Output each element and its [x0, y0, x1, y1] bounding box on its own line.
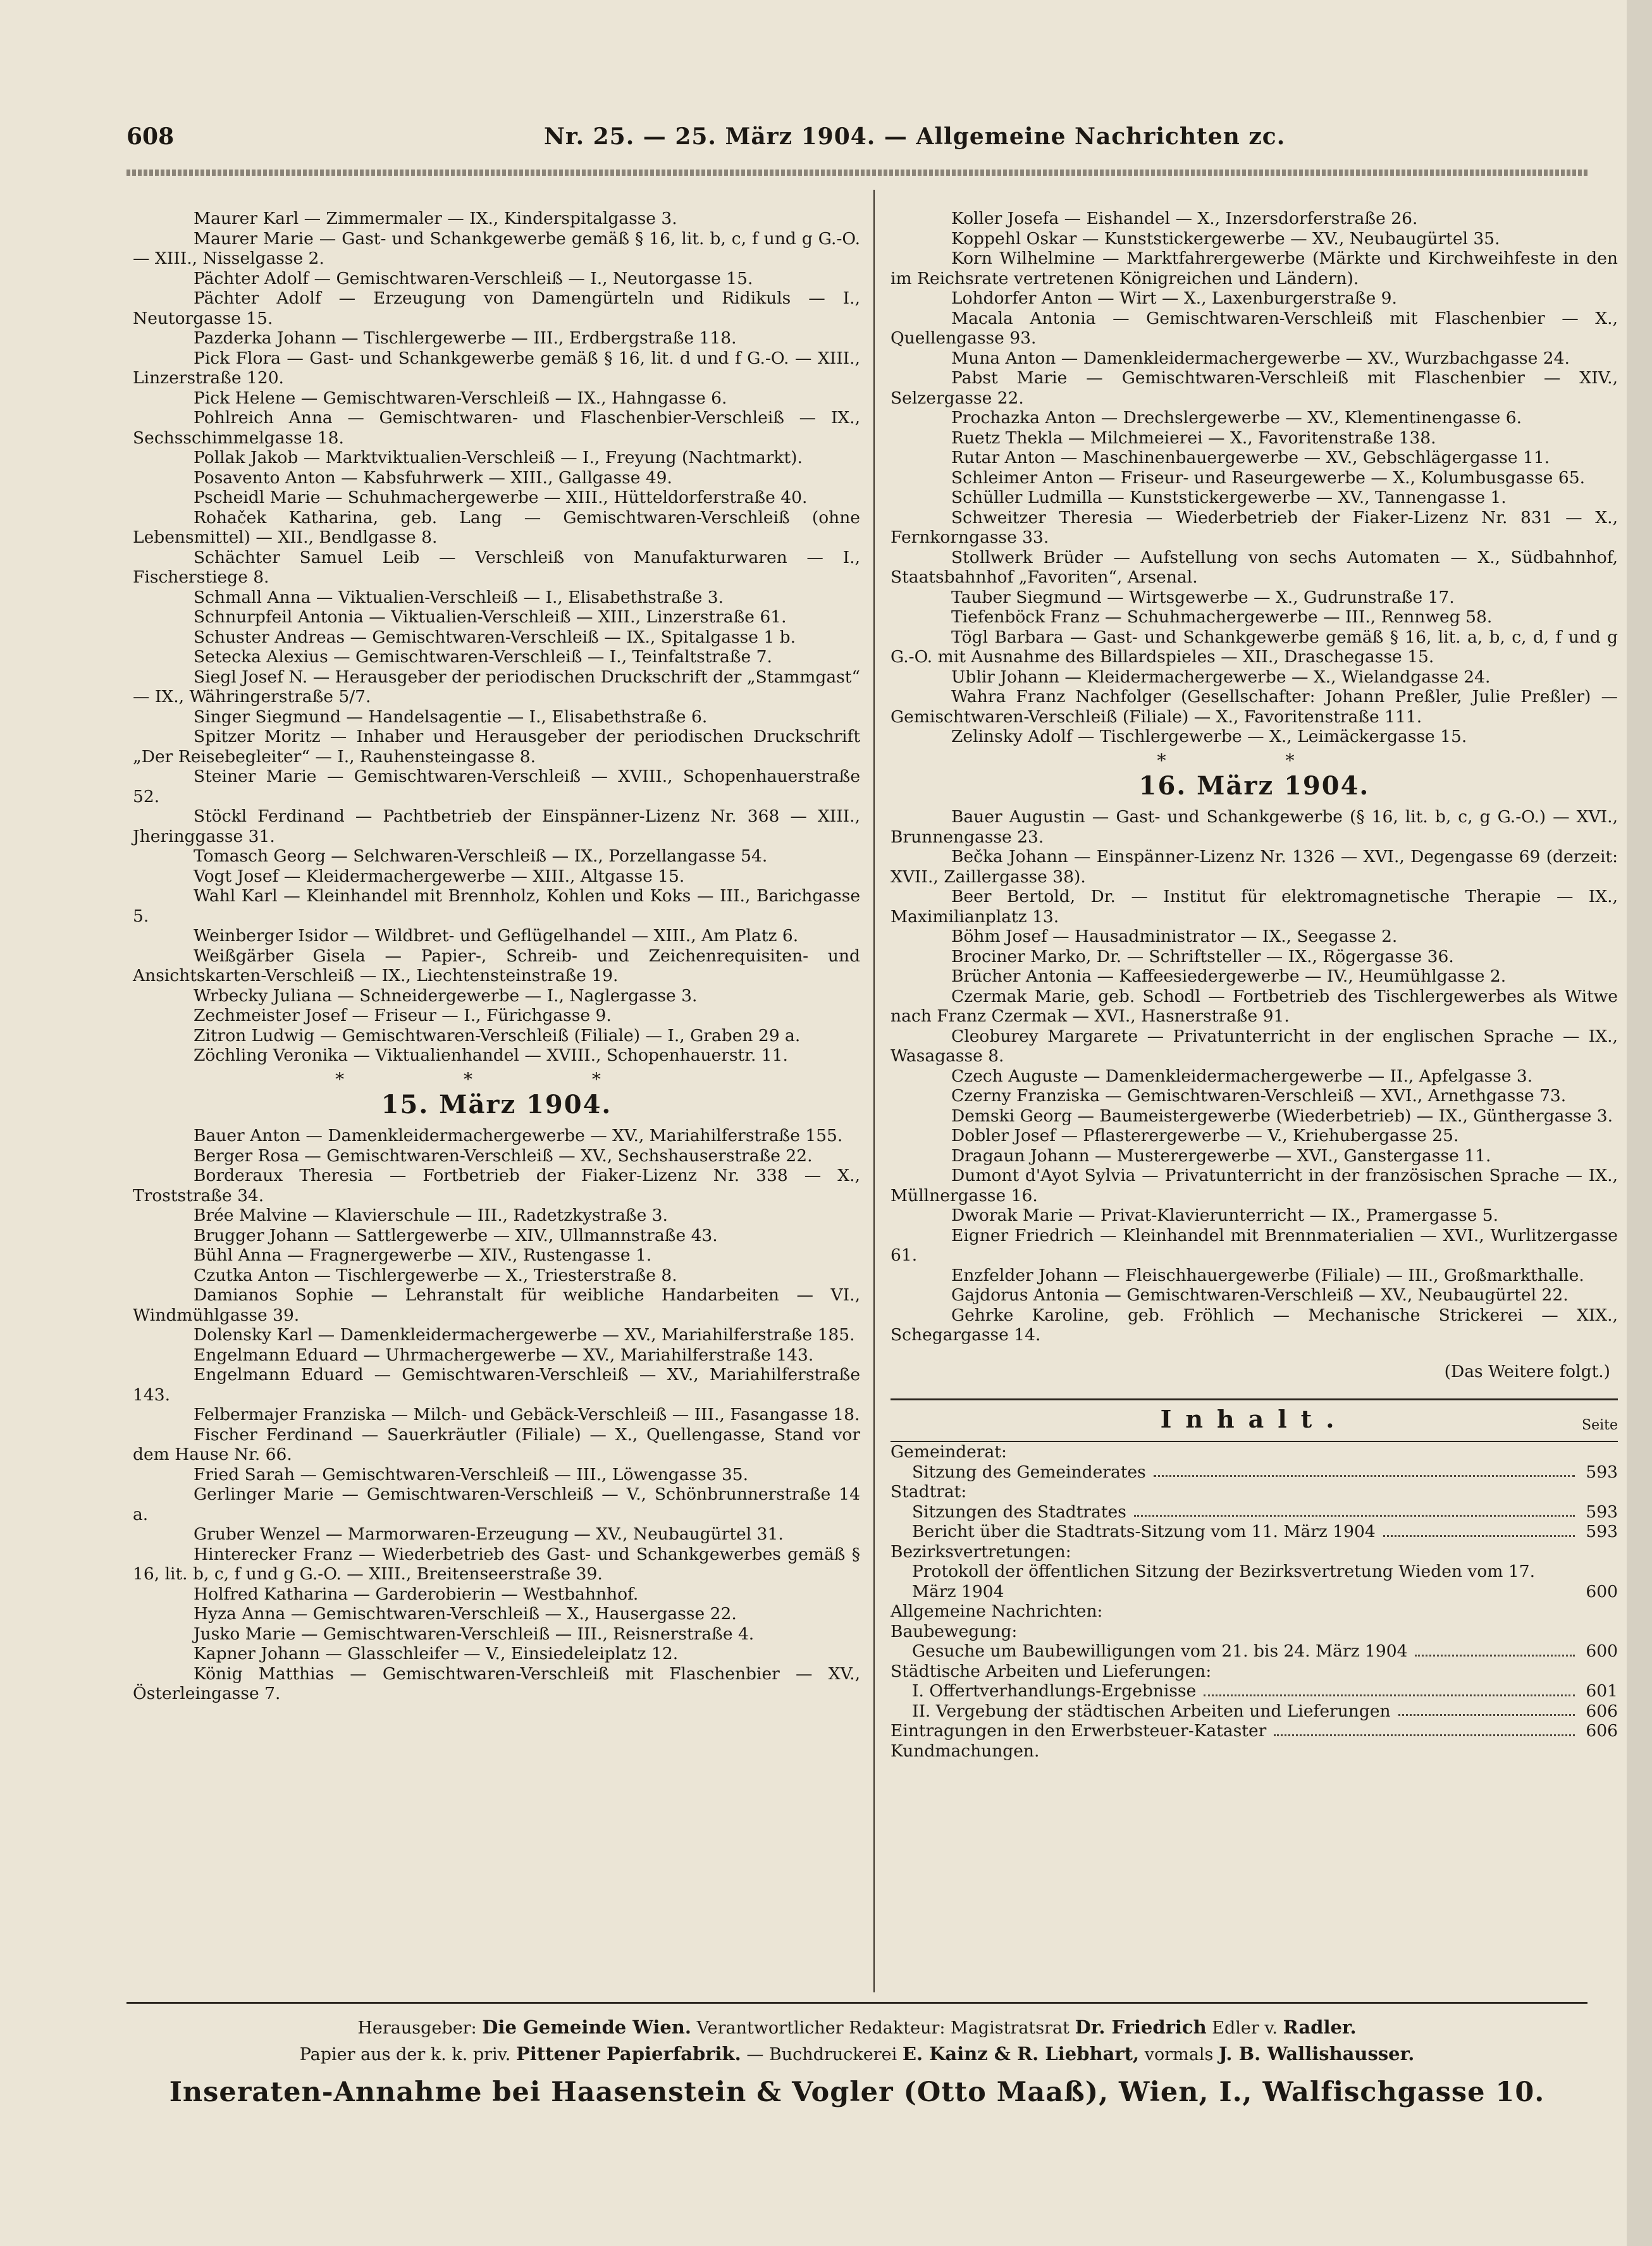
- list-item: Rohaček Katharina, geb. Lang — Gemischtwaren-Verschleiß (ohne Lebensmittel) — XII., Bendlgasse 8.: [133, 507, 860, 547]
- toc-row: [891, 1502, 1618, 1522]
- list-item: Setecka Alexius — Gemischtwaren-Verschleiß — I., Teinfaltstraße 7.: [194, 647, 772, 667]
- toc-row: [891, 1562, 1618, 1601]
- footer-rule: [126, 2002, 1587, 2004]
- list-item: Engelmann Eduard — Gemischtwaren-Verschleiß — XV., Mariahilferstraße 143.: [133, 1365, 860, 1405]
- list-item: Ruetz Thekla — Milchmeierei — X., Favoritenstraße 138.: [951, 428, 1436, 448]
- toc-entry: I. Offertverhandlungs-Ergebnisse: [912, 1681, 1197, 1701]
- date-heading-15: 15. März 1904.: [381, 1089, 612, 1120]
- list-item: Brée Malvine — Klavierschule — III., Radetzkystraße 3.: [194, 1206, 668, 1225]
- list-item: Dobler Josef — Pflasterergewerbe — V., Kriehubergasse 25.: [951, 1126, 1459, 1145]
- list-item: Lohdorfer Anton — Wirt — X., Laxenburgerstraße 9.: [951, 288, 1397, 308]
- entries-list: [133, 1126, 860, 1704]
- list-item: Ublir Johann — Kleidermachergewerbe — X., Wielandgasse 24.: [951, 667, 1491, 687]
- toc-entry: Bericht über die Stadtrats-Sitzung vom 11. März 1904: [912, 1522, 1376, 1541]
- scan-edge: [1627, 0, 1652, 2246]
- list-item: Czech Auguste — Damenkleidermachergewerbe — II., Apfelgasse 3.: [951, 1066, 1533, 1086]
- list-item: Zitron Ludwig — Gemischtwaren-Verschleiß (Filiale) — I., Graben 29 a.: [194, 1025, 801, 1046]
- imprint-line-2: [126, 2041, 1587, 2068]
- list-item: Siegl Josef N. — Herausgeber der periodischen Druckschrift der „Stammgast“ — IX., Währingerstraße 5/7.: [133, 667, 860, 707]
- list-item: Tögl Barbara — Gast- und Schankgewerbe gemäß § 16, lit. a, b, c, d, f und g G.-O. mit Ausnahme des Billardspieles — XII., Draschegasse 15.: [891, 627, 1618, 667]
- list-item: Hyza Anna — Gemischtwaren-Verschleiß — X., Hausergasse 22.: [194, 1604, 737, 1624]
- list-item: Tiefenböck Franz — Schuhmachergewerbe — III., Rennweg 58.: [951, 607, 1493, 627]
- list-item: Eigner Friedrich — Kleinhandel mit Brennmaterialien — XVI., Wurlitzergasse 61.: [891, 1225, 1618, 1265]
- list-item: Brociner Marko, Dr. — Schriftsteller — IX., Rögergasse 36.: [951, 946, 1454, 966]
- toc-entry: II. Vergebung der städtischen Arbeiten und Lieferungen: [912, 1701, 1391, 1721]
- toc-page: 593: [1586, 1522, 1618, 1541]
- list-item: Brugger Johann — Sattlergewerbe — XIV., Ullmannstraße 43.: [194, 1225, 718, 1245]
- toc-rule: [891, 1398, 1618, 1400]
- list-item: Spitzer Moritz — Inhaber und Herausgeber der periodischen Druckschrift „Der Reisebegleiter“ — I., Rauhensteingasse 8.: [133, 727, 860, 767]
- toc-page-label: Seite: [1582, 1417, 1618, 1433]
- list-item: Dolensky Karl — Damenkleidermachergewerbe — XV., Mariahilferstraße 185.: [194, 1325, 855, 1345]
- list-item: Berger Rosa — Gemischtwaren-Verschleiß — XV., Sechshauserstraße 22.: [194, 1145, 813, 1166]
- toc-leader: [1154, 1475, 1575, 1477]
- list-item: Schüller Ludmilla — Kunststickergewerbe — XV., Tannengasse 1.: [951, 488, 1507, 507]
- toc-leader: [1415, 1655, 1575, 1657]
- continued-note: (Das Weitere folgt.): [1444, 1362, 1610, 1381]
- page-number: 608: [126, 123, 175, 150]
- toc-page: 600: [1586, 1581, 1618, 1601]
- table-of-contents: [891, 1442, 1618, 1761]
- toc-title: Inhalt.: [1160, 1405, 1348, 1433]
- list-item: Pohlreich Anna — Gemischtwaren- und Flaschenbier-Verschleiß — IX., Sechsschimmelgasse 18.: [133, 408, 860, 448]
- toc-row: [891, 1681, 1618, 1701]
- list-item: Schmall Anna — Viktualien-Verschleiß — I., Elisabethstraße 3.: [194, 587, 724, 607]
- list-item: Gruber Wenzel — Marmorwaren-Erzeugung — XV., Neubaugürtel 31.: [194, 1524, 784, 1544]
- list-item: Enzfelder Johann — Fleischhauergewerbe (Filiale) — III., Großmarkthalle.: [951, 1265, 1584, 1285]
- toc-leader: [1398, 1714, 1575, 1716]
- imprint-line-1: [126, 2015, 1587, 2041]
- toc-entry: Gesuche um Baubewilligungen vom 21. bis 24. März 1904: [912, 1641, 1408, 1661]
- imprint: [126, 2015, 1587, 2108]
- list-item: Singer Siegmund — Handelsagentie — I., Elisabethstraße 6.: [194, 707, 708, 727]
- list-item: Borderaux Theresia — Fortbetrieb der Fiaker-Lizenz Nr. 338 — X., Troststraße 34.: [133, 1166, 860, 1206]
- toc-entry: Sitzung des Gemeinderates: [912, 1462, 1146, 1482]
- toc-section: Allgemeine Nachrichten:: [891, 1601, 1103, 1621]
- list-item: Fried Sarah — Gemischtwaren-Verschleiß — III., Löwengasse 35.: [194, 1464, 749, 1484]
- toc-row: [891, 1721, 1618, 1741]
- list-item: Bühl Anna — Fragnergewerbe — XIV., Rustengasse 1.: [194, 1245, 652, 1265]
- toc-row: [891, 1522, 1618, 1542]
- list-item: Steiner Marie — Gemischtwaren-Verschleiß — XVIII., Schopenhauerstraße 52.: [133, 767, 860, 806]
- list-item: Schuster Andreas — Gemischtwaren-Verschleiß — IX., Spitalgasse 1 b.: [194, 627, 796, 647]
- list-item: Jusko Marie — Gemischtwaren-Verschleiß — III., Reisnerstraße 4.: [194, 1624, 755, 1644]
- list-item: Czerny Franziska — Gemischtwaren-Verschleiß — XVI., Arnethgasse 73.: [951, 1086, 1567, 1106]
- page-header: [126, 123, 1581, 161]
- list-item: Kapner Johann — Glasschleifer — V., Einsiedeleiplatz 12.: [194, 1644, 679, 1663]
- list-item: Pabst Marie — Gemischtwaren-Verschleiß mit Flaschenbier — XIV., Selzergasse 22.: [891, 368, 1618, 408]
- list-item: Czutka Anton — Tischlergewerbe — X., Triesterstraße 8.: [194, 1265, 677, 1285]
- toc-section: Bezirksvertretungen:: [891, 1541, 1071, 1562]
- list-item: Wrbecky Juliana — Schneidergewerbe — I., Naglergasse 3.: [194, 985, 698, 1006]
- toc-page: 606: [1586, 1701, 1618, 1721]
- toc-page: 600: [1586, 1641, 1618, 1661]
- toc-entry: Protokoll der öffentlichen Sitzung der Bezirksvertretung Wieden vom 17. März 1904: [912, 1562, 1535, 1601]
- list-item: Posavento Anton — Kabsfuhrwerk — XIII., Gallgasse 49.: [194, 467, 672, 488]
- list-item: Engelmann Eduard — Uhrmachergewerbe — XV., Mariahilferstraße 143.: [194, 1345, 814, 1365]
- list-item: Prochazka Anton — Drechslergewerbe — XV., Klementinengasse 6.: [951, 408, 1522, 428]
- advertising-line: Inseraten-Annahme bei Haasenstein & Vogler (Otto Maaß), Wien, I., Walfischgasse 10.: [169, 2076, 1545, 2108]
- entries-list: [891, 807, 1618, 1345]
- imprint-text: vormals: [1144, 2045, 1214, 2064]
- toc-section: Gemeinderat:: [891, 1442, 1007, 1462]
- toc-section: Stadtrat:: [891, 1482, 967, 1502]
- list-item: Pächter Adolf — Gemischtwaren-Verschleiß — I., Neutorgasse 15.: [194, 268, 753, 288]
- entries-list: [133, 209, 860, 1066]
- toc-page: 593: [1586, 1462, 1618, 1482]
- list-item: Holfred Katharina — Garderobierin — Westbahnhof.: [194, 1584, 639, 1604]
- former-printer: J. B. Wallishausser.: [1218, 2043, 1415, 2064]
- toc-page: 593: [1586, 1502, 1618, 1522]
- list-item: Pscheidl Marie — Schuhmachergewerbe — XIII., Hütteldorferstraße 40.: [194, 488, 808, 507]
- list-item: Maurer Marie — Gast- und Schankgewerbe gemäß § 16, lit. b, c, f und g G.-O. — XIII., Nisselgasse 2.: [133, 228, 860, 268]
- list-item: Pick Flora — Gast- und Schankgewerbe gemäß § 16, lit. d und f G.-O. — XIII., Linzerstraße 120.: [133, 348, 860, 388]
- list-item: Schächter Samuel Leib — Verschleiß von Manufakturwaren — I., Fischerstiege 8.: [133, 547, 860, 587]
- toc-header: [891, 1405, 1618, 1441]
- list-item: Bauer Anton — Damenkleidermachergewerbe — XV., Mariahilferstraße 155.: [194, 1126, 843, 1145]
- imprint-text: Edler v.: [1212, 2018, 1278, 2038]
- editor-name: Dr. Friedrich: [1075, 2016, 1207, 2038]
- toc-section: Städtische Arbeiten und Lieferungen:: [891, 1661, 1212, 1681]
- left-column: [133, 209, 860, 1704]
- list-item: Pollak Jakob — Marktviktualien-Verschleiß — I., Freyung (Nachtmarkt).: [194, 448, 803, 467]
- list-item: Schleimer Anton — Friseur- und Raseurgewerbe — X., Kolumbusgasse 65.: [951, 467, 1586, 488]
- list-item: Damianos Sophie — Lehranstalt für weibliche Handarbeiten — VI., Windmühlgasse 39.: [133, 1285, 860, 1325]
- list-item: Weinberger Isidor — Wildbret- und Geflügelhandel — XIII., Am Platz 6.: [194, 926, 799, 946]
- imprint-text: Verantwortlicher Redakteur: Magistratsrat: [696, 2018, 1069, 2038]
- list-item: Tauber Siegmund — Wirtsgewerbe — X., Gudrunstraße 17.: [951, 587, 1455, 607]
- list-item: Wahl Karl — Kleinhandel mit Brennholz, Kohlen und Koks — III., Barichgasse 5.: [133, 886, 860, 926]
- list-item: Bauer Augustin — Gast- und Schankgewerbe (§ 16, lit. b, c, g G.-O.) — XVI., Brunnengasse 23.: [891, 807, 1618, 847]
- imprint-text: Herausgeber:: [357, 2018, 477, 2038]
- list-item: Pick Helene — Gemischtwaren-Verschleiß — IX., Hahngasse 6.: [194, 388, 727, 408]
- list-item: Pazderka Johann — Tischlergewerbe — III., Erdbergstraße 118.: [194, 328, 737, 348]
- list-item: Felbermajer Franziska — Milch- und Gebäck-Verschleiß — III., Fasangasse 18.: [194, 1405, 860, 1424]
- list-item: Hinterecker Franz — Wiederbetrieb des Gast- und Schankgewerbes gemäß § 16, lit. b, c, f und g G.-O. — XIII., Breitenseerstraße 39.: [133, 1544, 860, 1584]
- list-item: Stollwerk Brüder — Aufstellung von sechs Automaten — X., Südbahnhof, Staatsbahnhof „Favoriten“, Arsenal.: [891, 547, 1618, 587]
- list-item: Gajdorus Antonia — Gemischtwaren-Verschleiß — XV., Neubaugürtel 22.: [951, 1285, 1569, 1305]
- list-item: Dworak Marie — Privat-Klavierunterricht — IX., Pramergasse 5.: [951, 1206, 1499, 1225]
- list-item: Schnurpfeil Antonia — Viktualien-Verschleiß — XIII., Linzerstraße 61.: [194, 607, 787, 627]
- list-item: Czermak Marie, geb. Schodl — Fortbetrieb des Tischlergewerbes als Witwe nach Franz Czermak — XVI., Hasnerstraße 91.: [891, 986, 1618, 1026]
- toc-page: 601: [1586, 1681, 1618, 1701]
- section-stars: * * *: [335, 1068, 658, 1090]
- list-item: Zelinsky Adolf — Tischlergewerbe — X., Leimäckergasse 15.: [951, 727, 1467, 746]
- entries-list: [891, 209, 1618, 747]
- toc-row: [891, 1701, 1618, 1722]
- list-item: Bečka Johann — Einspänner-Lizenz Nr. 1326 — XVI., Degengasse 69 (derzeit: XVII., Zaillergasse 38).: [891, 847, 1618, 887]
- editor-surname: Radler.: [1283, 2016, 1357, 2038]
- list-item: Stöckl Ferdinand — Pachtbetrieb der Einspänner-Lizenz Nr. 368 — XIII., Jheringgasse 31.: [133, 806, 860, 846]
- printer-name: E. Kainz & R. Liebhart,: [902, 2043, 1140, 2064]
- list-item: Zöchling Veronika — Viktualienhandel — XVIII., Schopenhauerstr. 11.: [194, 1046, 788, 1065]
- header-rule: [126, 170, 1587, 176]
- list-item: Rutar Anton — Maschinenbauergewerbe — XV., Gebschlägergasse 11.: [951, 448, 1550, 467]
- list-item: Schweitzer Theresia — Wiederbetrieb der Fiaker-Lizenz Nr. 831 — X., Fernkorngasse 33.: [891, 507, 1618, 547]
- toc-leader: [1134, 1515, 1575, 1517]
- list-item: Macala Antonia — Gemischtwaren-Verschleiß mit Flaschenbier — X., Quellengasse 93.: [891, 308, 1618, 348]
- paper-mill: Pittener Papierfabrik.: [515, 2043, 741, 2064]
- list-item: Beer Bertold, Dr. — Institut für elektromagnetische Therapie — IX., Maximilianplatz 13.: [891, 887, 1618, 927]
- toc-leader: [1204, 1694, 1575, 1696]
- list-item: Tomasch Georg — Selchwaren-Verschleiß — IX., Porzellangasse 54.: [194, 846, 768, 866]
- list-item: Maurer Karl — Zimmermaler — IX., Kinderspitalgasse 3.: [194, 209, 677, 228]
- list-item: Brücher Antonia — Kaffeesiedergewerbe — IV., Heumühlgasse 2.: [951, 966, 1507, 986]
- toc-entry: Sitzungen des Stadtrates: [912, 1502, 1126, 1522]
- list-item: Koppehl Oskar — Kunststickergewerbe — XV., Neubaugürtel 35.: [951, 228, 1500, 249]
- list-item: Dragaun Johann — Musterergewerbe — XVI., Ganstergasse 11.: [951, 1145, 1491, 1166]
- toc-section: Baubewegung:: [891, 1621, 1018, 1641]
- list-item: Fischer Ferdinand — Sauerkräutler (Filiale) — X., Quellengasse, Stand vor dem Hause Nr. 66.: [133, 1424, 860, 1464]
- list-item: Korn Wilhelmine — Marktfahrergewerbe (Märkte und Kirchweihfeste in den im Reichsrate vertretenen Königreichen und Ländern).: [891, 249, 1618, 288]
- list-item: Weißgärber Gisela — Papier-, Schreib- und Zeichenrequisiten- und Ansichtskarten-Verschleiß — IX., Liechtensteinstraße 19.: [133, 946, 860, 985]
- date-heading-16: 16. März 1904.: [1138, 770, 1370, 801]
- list-item: Dumont d'Ayot Sylvia — Privatunterricht in der französischen Sprache — IX., Müllnergasse 16.: [891, 1166, 1618, 1206]
- list-item: Vogt Josef — Kleidermachergewerbe — XIII., Altgasse 15.: [194, 866, 685, 886]
- publisher-name: Die Gemeinde Wien.: [482, 2016, 691, 2038]
- list-item: Pächter Adolf — Erzeugung von Damengürteln und Ridikuls — I., Neutorgasse 15.: [133, 288, 860, 328]
- imprint-text: Papier aus der k. k. priv.: [299, 2045, 511, 2064]
- toc-leader: [1383, 1535, 1575, 1537]
- column-divider: [873, 190, 875, 1992]
- imprint-text: — Buchdruckerei: [746, 2045, 897, 2064]
- right-column: [891, 209, 1618, 1761]
- list-item: König Matthias — Gemischtwaren-Verschleiß mit Flaschenbier — XV., Österleingasse 7.: [133, 1663, 860, 1703]
- list-item: Koller Josefa — Eishandel — X., Inzersdorferstraße 26.: [951, 209, 1418, 228]
- toc-row: [891, 1641, 1618, 1662]
- toc-leader: [1274, 1734, 1575, 1736]
- list-item: Muna Anton — Damenkleidermachergewerbe — XV., Wurzbachgasse 24.: [951, 348, 1570, 368]
- toc-page: 606: [1586, 1721, 1618, 1741]
- toc-entry: Eintragungen in den Erwerbsteuer-Kataster: [891, 1721, 1267, 1741]
- list-item: Gerlinger Marie — Gemischtwaren-Verschleiß — V., Schönbrunnerstraße 14 a.: [133, 1484, 860, 1524]
- toc-section: Kundmachungen.: [891, 1741, 1040, 1761]
- toc-row: [891, 1462, 1618, 1483]
- list-item: Zechmeister Josef — Friseur — I., Fürichgasse 9.: [194, 1006, 612, 1025]
- list-item: Demski Georg — Baumeistergewerbe (Wiederbetrieb) — IX., Günthergasse 3.: [951, 1106, 1613, 1126]
- running-title: Nr. 25. — 25. März 1904. — Allgemeine Nachrichten zc.: [544, 123, 1286, 150]
- list-item: Cleoburey Margarete — Privatunterricht in der englischen Sprache — IX., Wasagasse 8.: [891, 1026, 1618, 1066]
- list-item: Gehrke Karoline, geb. Fröhlich — Mechanische Strickerei — XIX., Schegargasse 14.: [891, 1305, 1618, 1345]
- list-item: Wahra Franz Nachfolger (Gesellschafter: Johann Preßler, Julie Preßler) — Gemischtwaren-Verschleiß (Filiale) — X., Favoritenstraße 111.: [891, 687, 1618, 727]
- list-item: Böhm Josef — Hausadministrator — IX., Seegasse 2.: [951, 927, 1398, 946]
- section-stars: * *: [1157, 750, 1352, 771]
